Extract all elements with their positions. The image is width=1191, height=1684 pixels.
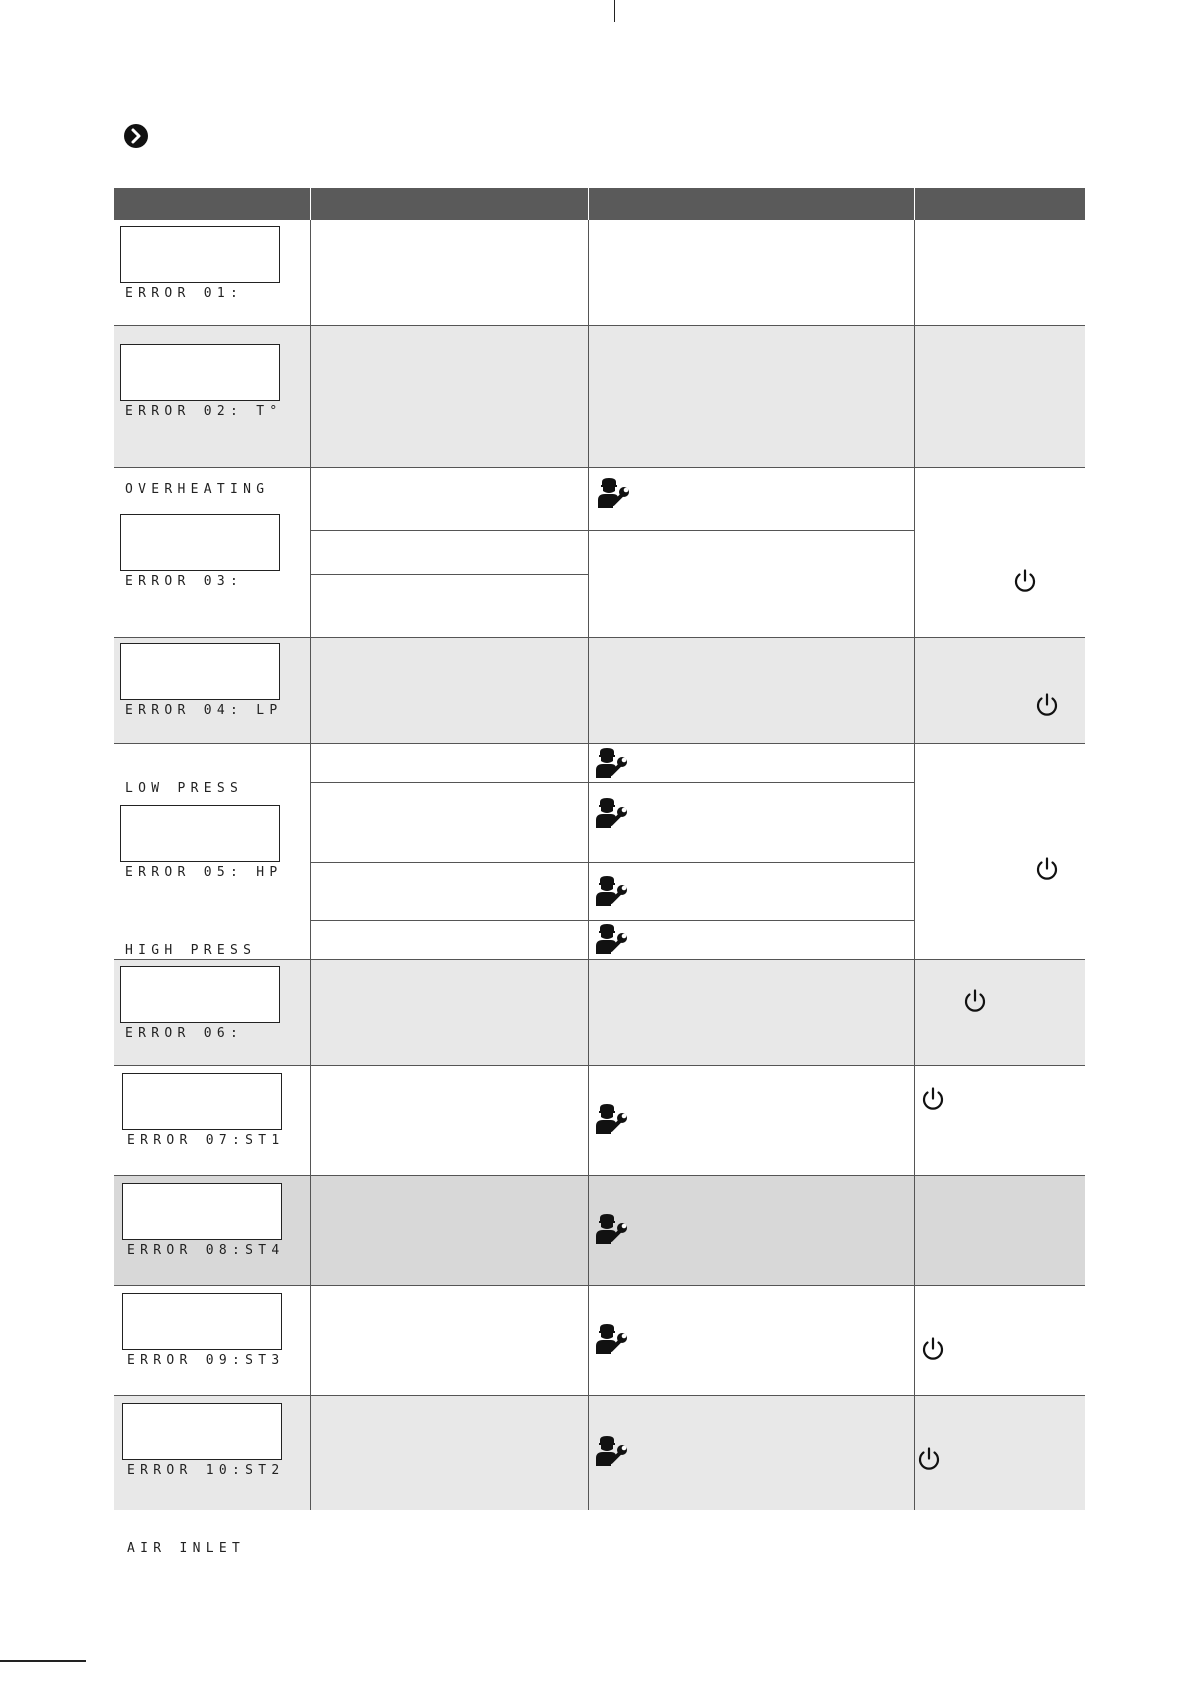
- table-row-error-10: [114, 1396, 1085, 1556]
- power-icon: [1034, 856, 1060, 882]
- table-row-error-01: [114, 220, 1085, 326]
- power-icon: [1012, 568, 1038, 594]
- footer-rule: [0, 1660, 86, 1662]
- lcd-line-1: ERROR 07:ST1: [127, 1133, 285, 1148]
- table-row-error-03: [114, 468, 1085, 638]
- lcd-display: [120, 226, 280, 301]
- table-row-error-02: [114, 326, 1085, 497]
- lcd-line-2: HIGH PRESS: [125, 943, 257, 958]
- lcd-display: [120, 805, 283, 958]
- technician-icon: [594, 876, 628, 906]
- table-header: [114, 188, 1085, 220]
- lcd-display: [122, 1293, 285, 1368]
- lcd-line-2: AIR INLET: [127, 1541, 246, 1556]
- lcd-line-1: ERROR 04: LP: [125, 703, 283, 718]
- technician-icon: [594, 1214, 628, 1244]
- technician-icon: [594, 924, 628, 954]
- lcd-line-1: ERROR 08:ST4: [127, 1243, 285, 1258]
- table-row-error-04: [114, 638, 1085, 796]
- table-row-error-06: [114, 960, 1085, 1066]
- lcd-line-1: ERROR 10:ST2: [127, 1463, 285, 1478]
- lcd-line-2: LOW PRESS: [125, 781, 244, 796]
- power-icon: [920, 1336, 946, 1362]
- technician-icon: [594, 748, 628, 778]
- lcd-display: [120, 966, 280, 1041]
- lcd-display: [120, 514, 280, 589]
- lcd-display: [122, 1403, 285, 1556]
- technician-icon: [594, 1436, 628, 1466]
- lcd-display: [122, 1183, 285, 1258]
- table-row-error-07: [114, 1066, 1085, 1176]
- technician-icon: [594, 798, 628, 828]
- power-icon: [962, 988, 988, 1014]
- power-icon: [1034, 692, 1060, 718]
- lcd-display: [120, 344, 283, 497]
- chevron-right-circle-icon: [124, 124, 148, 148]
- lcd-line-2: OVERHEATING: [125, 482, 270, 497]
- technician-icon: [594, 1324, 628, 1354]
- lcd-display: [120, 643, 283, 796]
- lcd-line-1: ERROR 01:: [125, 286, 244, 301]
- lcd-line-1: ERROR 03:: [125, 574, 244, 589]
- table-row-error-05: [114, 744, 1085, 960]
- technician-icon: [594, 1104, 628, 1134]
- page-corner-mark: [614, 0, 615, 22]
- lcd-display: [122, 1073, 285, 1148]
- lcd-line-1: ERROR 02: T°: [125, 404, 283, 419]
- technician-icon: [596, 478, 630, 508]
- power-icon: [916, 1446, 942, 1472]
- lcd-line-1: ERROR 09:ST3: [127, 1353, 285, 1368]
- power-icon: [920, 1086, 946, 1112]
- table-row-error-09: [114, 1286, 1085, 1396]
- lcd-line-1: ERROR 06:: [125, 1026, 244, 1041]
- table-row-error-08: [114, 1176, 1085, 1286]
- lcd-line-1: ERROR 05: HP: [125, 865, 283, 880]
